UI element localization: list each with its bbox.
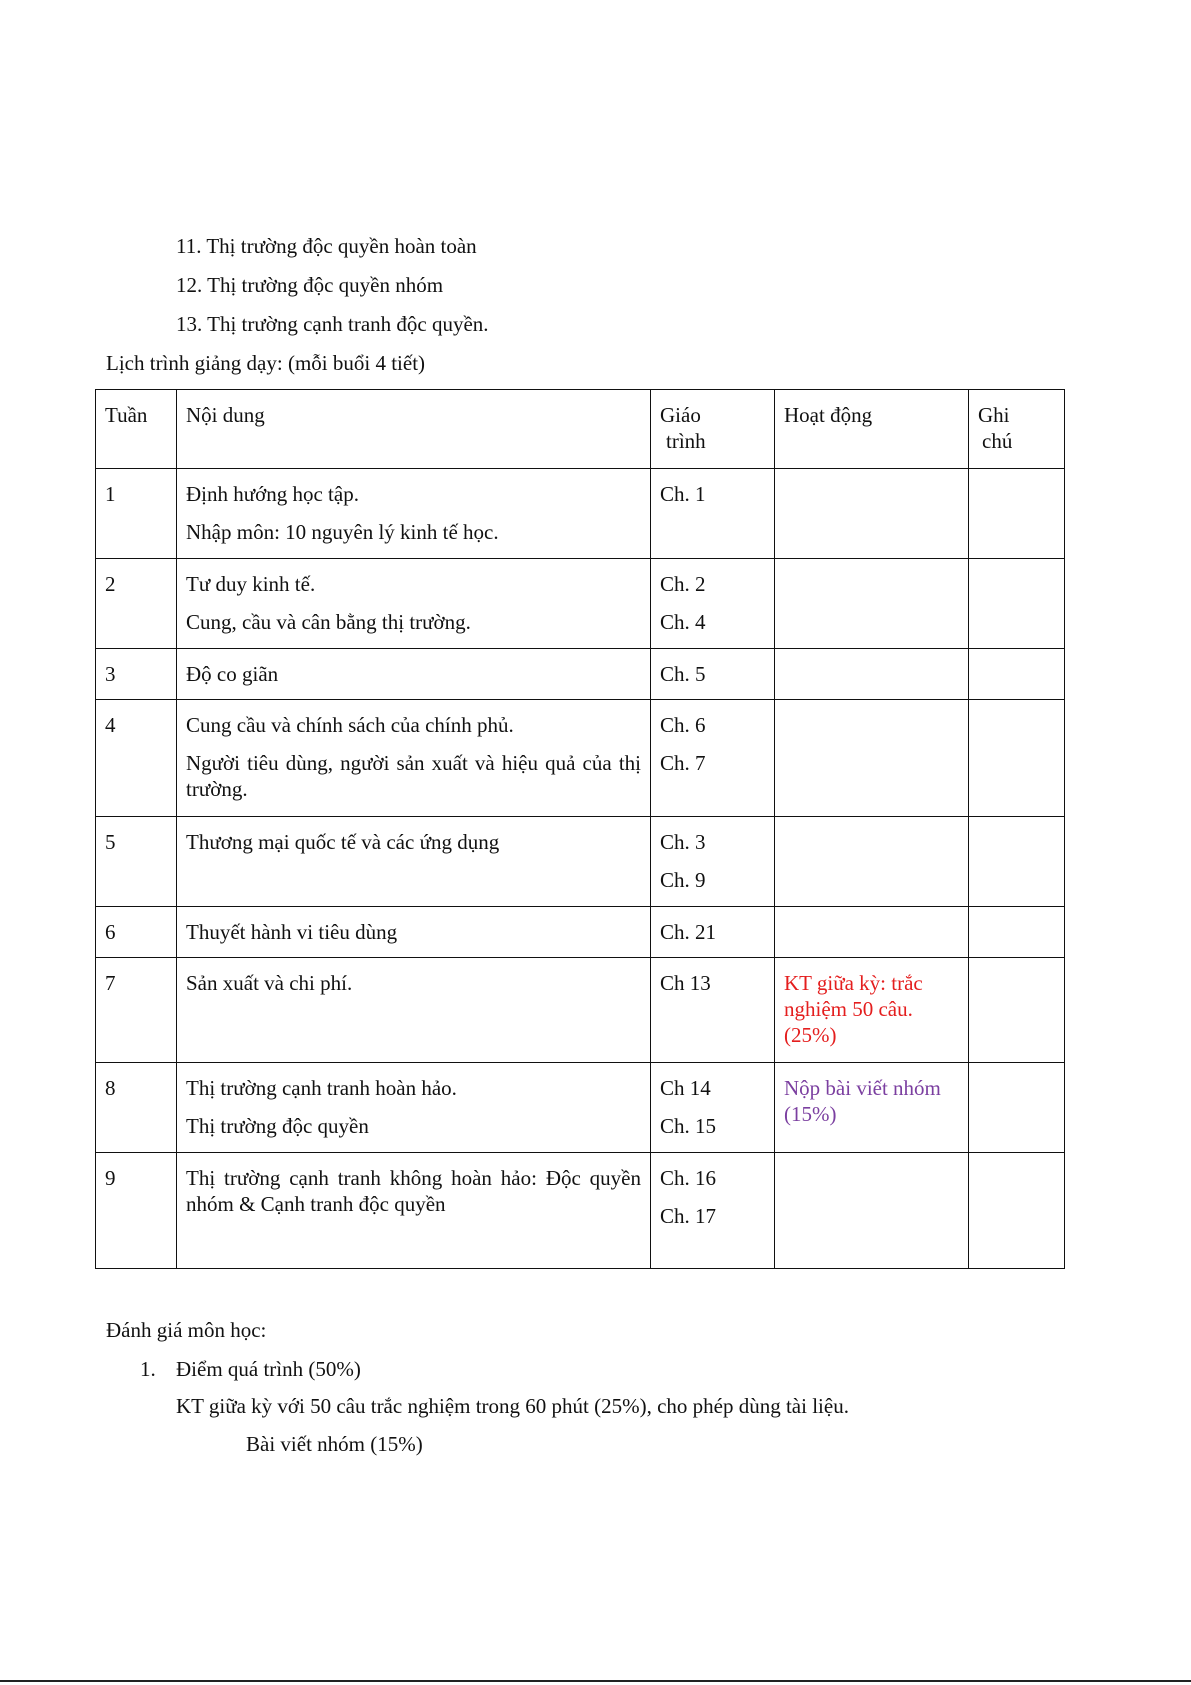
schedule-heading: Lịch trình giảng dạy: (mỗi buổi 4 tiết) (106, 351, 426, 375)
row-week: 3 (96, 649, 177, 700)
row-activity (775, 649, 969, 700)
header-notes-line1: Ghi (978, 403, 1010, 427)
row-activity (775, 469, 969, 559)
row-activity (775, 700, 969, 817)
row-week: 5 (96, 817, 177, 907)
row-textbook (651, 649, 775, 700)
row-textbook-chapter: Ch. 3 (660, 830, 706, 854)
row-textbook-chapter: Ch. 5 (660, 662, 706, 686)
row-content-line: Thuyết hành vi tiêu dùng (186, 920, 398, 944)
row-content-line: Thị trường cạnh tranh hoàn hảo. (186, 1076, 457, 1100)
row-week: 1 (96, 469, 177, 559)
row-content-line: Sản xuất và chi phí. (186, 971, 353, 995)
table-row (96, 1153, 1065, 1269)
row-week: 4 (96, 700, 177, 817)
table-row (96, 559, 1065, 649)
row-content-line: Thương mại quốc tế và các ứng dụng (186, 830, 500, 854)
assessment-item1-detail: KT giữa kỳ với 50 câu trắc nghiệm trong 60 phút (25%), cho phép dùng tài liệu. (176, 1394, 849, 1418)
list-item-13: 13. Thị trường cạnh tranh độc quyền. (176, 312, 489, 336)
assessment-item1-label: Điểm quá trình (50%) (176, 1357, 361, 1381)
row-content-line: Thị trường độc quyền (186, 1114, 369, 1138)
row-textbook-chapter: Ch. 17 (660, 1204, 717, 1228)
table-row (96, 907, 1065, 958)
row-textbook-chapter: Ch. 6 (660, 713, 706, 737)
row-activity (775, 559, 969, 649)
schedule-table (95, 389, 1065, 1269)
row-notes (969, 958, 1065, 1063)
header-notes-line2: chú (982, 429, 1013, 453)
table-row (96, 649, 1065, 700)
row-content-line: Độ co giãn (186, 662, 279, 686)
row-content (177, 649, 651, 700)
row-content-line: Nhập môn: 10 nguyên lý kinh tế học. (186, 520, 499, 544)
row-textbook-chapter: Ch. 4 (660, 610, 706, 634)
row-textbook (651, 958, 775, 1063)
row-textbook-chapter: Ch. 1 (660, 482, 706, 506)
row-textbook-chapter: Ch. 21 (660, 920, 717, 944)
row-notes (969, 1153, 1065, 1269)
row-notes (969, 469, 1065, 559)
header-textbook-line2: trình (666, 429, 706, 453)
row-content-line: Thị trường cạnh tranh không hoàn hảo: Độc quyền nhóm & Cạnh tranh độc quyền (186, 1166, 641, 1216)
row-content (177, 1153, 651, 1269)
header-activity: Hoạt động (775, 390, 969, 469)
row-textbook (651, 1153, 775, 1269)
row-content-line: Cung, cầu và cân bằng thị trường. (186, 610, 471, 634)
assessment-heading: Đánh giá môn học: (106, 1318, 267, 1342)
header-textbook-line1: Giáo (660, 403, 701, 427)
row-content (177, 907, 651, 958)
row-content-line: Người tiêu dùng, người sản xuất và hiệu quả của thị trường. (186, 751, 641, 801)
row-activity (775, 907, 969, 958)
row-textbook (651, 1063, 775, 1153)
list-item-11: 11. Thị trường độc quyền hoàn toàn (176, 234, 477, 258)
row-textbook-chapter: Ch. 15 (660, 1114, 717, 1138)
table-row (96, 469, 1065, 559)
row-content-line: Tư duy kinh tế. (186, 572, 316, 596)
table-header-row (96, 390, 1065, 469)
row-textbook-chapter: Ch 13 (660, 971, 711, 995)
table-row (96, 1063, 1065, 1153)
row-textbook (651, 469, 775, 559)
assessment-item1-subdetail: Bài viết nhóm (15%) (246, 1432, 423, 1456)
assessment-item1-number: 1. (140, 1357, 156, 1381)
row-notes (969, 700, 1065, 817)
row-activity-group-essay: Nộp bài viết nhóm (15%) (775, 1063, 969, 1153)
table-row (96, 958, 1065, 1063)
row-activity (775, 1153, 969, 1269)
row-textbook-chapter: Ch. 2 (660, 572, 706, 596)
row-content (177, 958, 651, 1063)
header-notes (969, 390, 1065, 469)
row-content-line: Định hướng học tập. (186, 482, 359, 506)
table-row (96, 700, 1065, 817)
row-week: 7 (96, 958, 177, 1063)
header-content: Nội dung (177, 390, 651, 469)
row-activity-midterm: KT giữa kỳ: trắc nghiệm 50 câu. (25%) (775, 958, 969, 1063)
row-activity (775, 817, 969, 907)
row-week: 9 (96, 1153, 177, 1269)
row-notes (969, 907, 1065, 958)
row-textbook (651, 700, 775, 817)
row-notes (969, 559, 1065, 649)
row-textbook-chapter: Ch 14 (660, 1076, 711, 1100)
row-content (177, 700, 651, 817)
row-week: 8 (96, 1063, 177, 1153)
row-notes (969, 649, 1065, 700)
row-week: 2 (96, 559, 177, 649)
row-content (177, 817, 651, 907)
table-row (96, 817, 1065, 907)
list-item-12: 12. Thị trường độc quyền nhóm (176, 273, 444, 297)
row-content (177, 1063, 651, 1153)
header-week: Tuần (96, 390, 177, 469)
footer-divider (0, 1680, 1191, 1682)
row-textbook-chapter: Ch. 16 (660, 1166, 717, 1190)
row-content (177, 559, 651, 649)
row-textbook-chapter: Ch. 9 (660, 868, 706, 892)
header-textbook (651, 390, 775, 469)
row-notes (969, 1063, 1065, 1153)
row-textbook (651, 817, 775, 907)
row-textbook-chapter: Ch. 7 (660, 751, 706, 775)
row-content-line: Cung cầu và chính sách của chính phủ. (186, 713, 514, 737)
row-notes (969, 817, 1065, 907)
row-textbook (651, 907, 775, 958)
row-textbook (651, 559, 775, 649)
row-week: 6 (96, 907, 177, 958)
row-content (177, 469, 651, 559)
